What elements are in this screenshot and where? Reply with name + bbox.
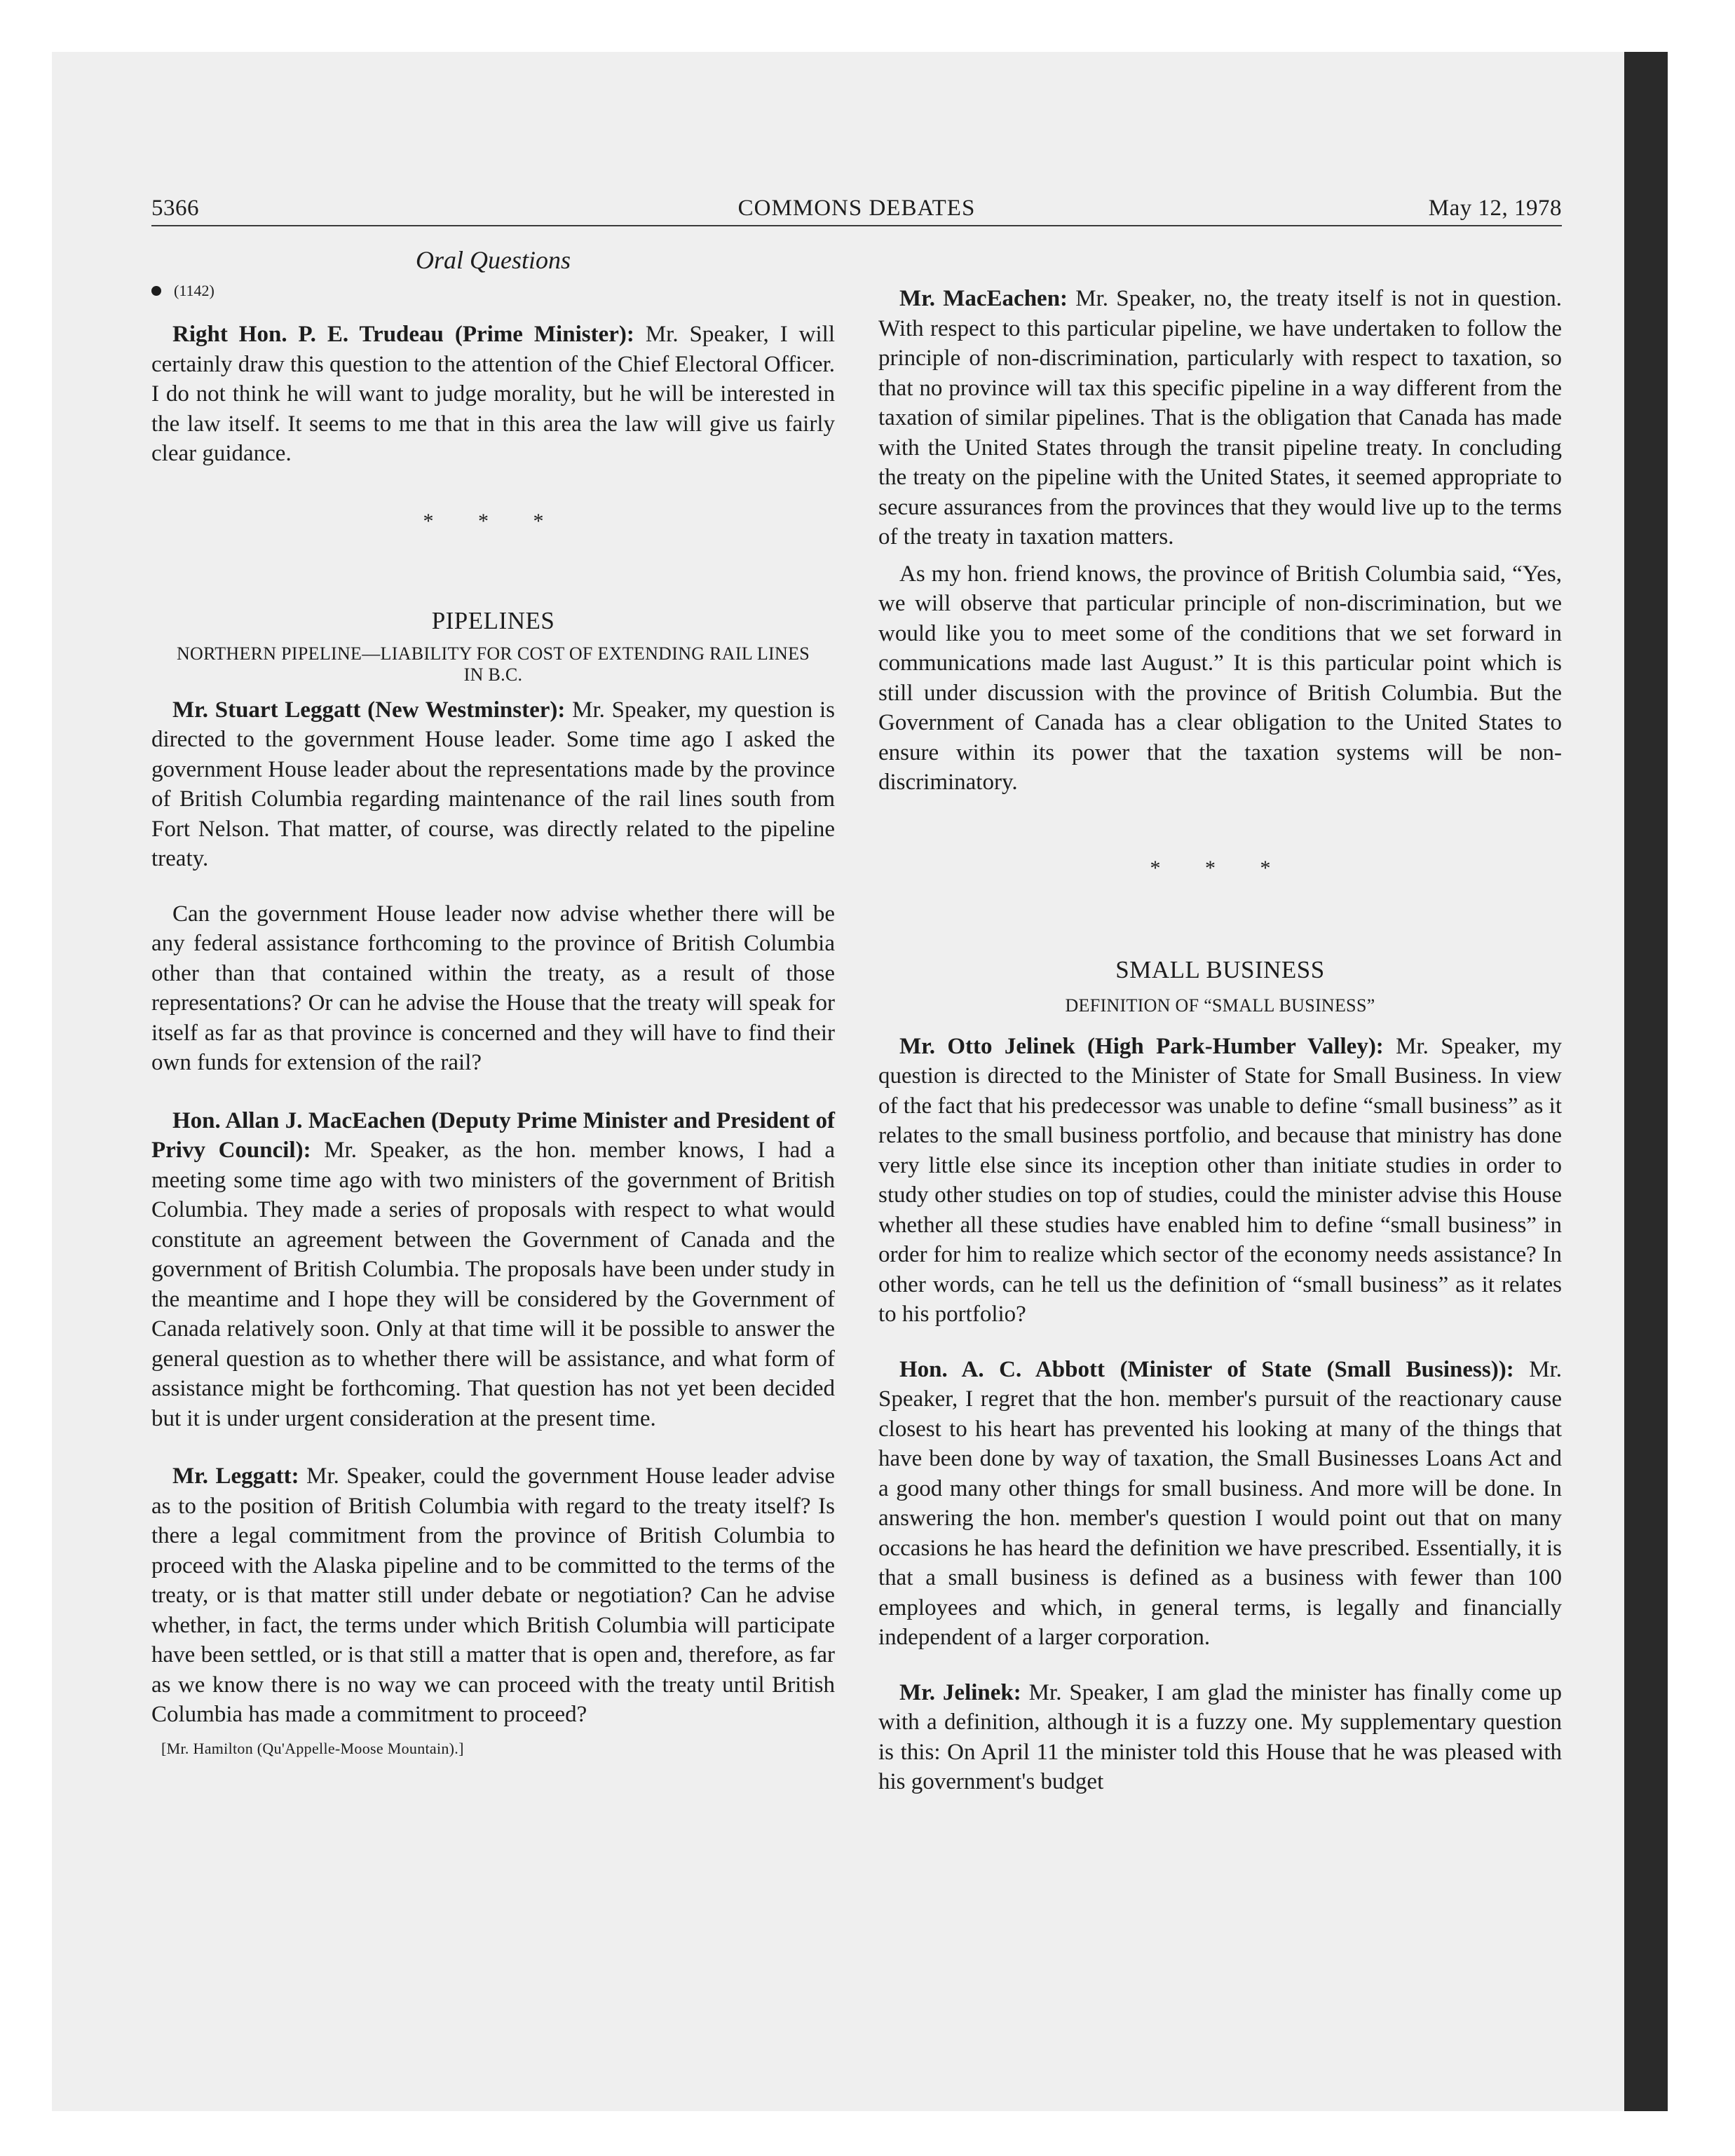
speech-text: As my hon. friend knows, the province of British Columbia said, “Yes, we will observe that particular principle of non-discrimination, but we would like you to meet some of the conditions that we set forward in communications made last August.” It is this particular point which is still under discussion with the province of British Columbia. But the Government of Canada has a clear obligation to the United States to ensure within its power that the taxation systems will be non-discriminatory. [878, 561, 1562, 795]
speech-abbott [878, 1355, 1562, 1653]
speech-trudeau [151, 320, 835, 469]
speaker-name: Mr. Leggatt: [172, 1464, 299, 1489]
right-column [878, 284, 1562, 1797]
publication-title: COMMONS DEBATES [737, 196, 976, 221]
speech-text: Mr. Speaker, I regret that the hon. member's pursuit of the reactionary cause closest to his heart has prevented his looking at many of the things that have been done by way of taxation, the Small Businesses Loans Act and a good many other things for small business. And more will be done. In answering the hon. member's question I would point out that on many occasions he has heard the definition we have prescribed. Essentially, it is that a small business is defined as a business with fewer than 100 employees and which, in general terms, is legally and financially independent of a larger corporation. [878, 1356, 1563, 1650]
bullet-icon [151, 286, 161, 296]
speech-maceachen-2 [878, 284, 1562, 552]
speech-leggatt-1 [151, 695, 835, 874]
section-label: Oral Questions [415, 246, 571, 274]
timestamp-text: (1142) [174, 282, 215, 299]
section-separator: * * * [423, 509, 564, 533]
speaker-name: Right Hon. P. E. Trudeau (Prime Minister): [172, 322, 634, 347]
scan-edge-strip [1624, 52, 1668, 2111]
page-date: May 12, 1978 [1428, 196, 1562, 221]
speech-text: Mr. Speaker, my question is directed to the Minister of State for Small Business. In view of the fact that his predecessor was unable to define “small business” as it relates to the small business portfolio, and because that ministry has done very little else since its inception other than initiate studies in order to study other studies on top of studies, could the minister advise this House whether all these studies have enabled him to define “small business” in order for him to realize which sector of the economy needs assistance? In other words, can he tell us the definition of “small business” as it relates to his portfolio? [878, 1033, 1562, 1327]
speech-leggatt-3 [151, 1461, 835, 1730]
speech-text: Mr. Speaker, as the hon. member knows, I had a meeting some time ago with two ministers of the government of British Columbia. They made a series of proposals with respect to what would constitute an agreement between the Government of Canada and the government of British Columbia. The proposals have been under study in the meantime and I hope they will be considered by the Government of Canada relatively soon. Only at that time will it be possible to answer the general question as to whether there will be assistance, and what form of assistance might be forthcoming. That question has not yet been decided but it is under urgent consideration at the present time. [151, 1138, 835, 1431]
speaker-name: Hon. Allan J. MacEachen (Deputy Prime Minister and President of Privy Council): [151, 1107, 835, 1163]
speaker-name: Mr. Stuart Leggatt (New Westminster): [172, 697, 566, 723]
speech-text: Mr. Speaker, I am glad the minister has finally come up with a definition, although it is a fuzzy one. My supplementary question is this: On April 11 the minister told this House that he was pleased with his government's budget [878, 1679, 1563, 1794]
section-heading: SMALL BUSINESS [1115, 955, 1325, 983]
left-column [151, 245, 835, 1758]
timestamp [151, 282, 835, 300]
speech-text: Mr. Speaker, could the government House leader advise as to the position of British Columbia with regard to the treaty itself? Is there a legal commitment from the province of British Columbia to proceed with the Alaska pipeline and to be committed to the terms of the treaty, or is that matter still under debate or negotiation? Can he advise whether, in fact, the terms under which British Columbia will participate have been settled, or is that still a matter that is open and, therefore, as far as we know there is no way we can proceed with the treaty until British Columbia has made a commitment to proceed? [151, 1464, 836, 1727]
page-header [151, 196, 1562, 226]
speech-jelinek-2 [878, 1678, 1562, 1797]
speech-text: Mr. Speaker, no, the treaty itself is not in question. With respect to this particular pipeline, we have undertaken to follow the principle of non-discrimination, particularly with respect to taxation, so that no province will tax this specific pipeline in a way different from the taxation of similar pipelines. That is the obligation that Canada has made with the United States through the transit pipeline treaty. In concluding the treaty on the pipeline with the United States, it seemed appropriate to secure assurances from the provinces that they would live up to the terms of the treaty in taxation matters. [878, 286, 1562, 550]
page-number: 5366 [151, 196, 199, 221]
section-subheading: NORTHERN PIPELINE—LIABILITY FOR COST OF EXTENDING RAIL LINES IN B.C. [176, 643, 810, 685]
speech-text: Mr. Speaker, my question is directed to the government House leader. Some time ago I asked the government House leader about the representations made by the province of British Columbia regarding maintenance of the rail lines south from Fort Nelson. That matter, of course, was directly related to the pipeline treaty. [151, 697, 835, 871]
section-heading: PIPELINES [431, 606, 555, 634]
section-subheading: DEFINITION OF “SMALL BUSINESS” [1065, 995, 1375, 1016]
chair-note: [Mr. Hamilton (Qu'Appelle-Moose Mountain).] [161, 1739, 464, 1757]
speech-leggatt-2 [151, 899, 835, 1078]
speech-maceachen-1 [151, 1106, 835, 1434]
speaker-name: Mr. MacEachen: [899, 286, 1068, 311]
speech-text: Can the government House leader now advise whether there will be any federal assistance forthcoming to the province of British Columbia other than that contained within the treaty, as a result of those representations? Or can he advise the House that the treaty will speak for itself as far as that province is concerned and they will have to find their own funds for extension of the rail? [151, 901, 835, 1075]
speaker-name: Mr. Otto Jelinek (High Park-Humber Valley): [899, 1033, 1384, 1059]
speaker-name: Mr. Jelinek: [899, 1679, 1021, 1705]
speech-text: Mr. Speaker, I will certainly draw this question to the attention of the Chief Electoral Officer. I do not think he will want to judge morality, but he will be interested in the law itself. It seems to me that in this area the law will give us fairly clear guidance. [151, 322, 835, 466]
speech-maceachen-3 [878, 559, 1562, 798]
speaker-name: Hon. A. C. Abbott (Minister of State (Small Business)): [899, 1356, 1514, 1382]
section-separator: * * * [1150, 856, 1291, 880]
speech-jelinek-1 [878, 1032, 1562, 1330]
